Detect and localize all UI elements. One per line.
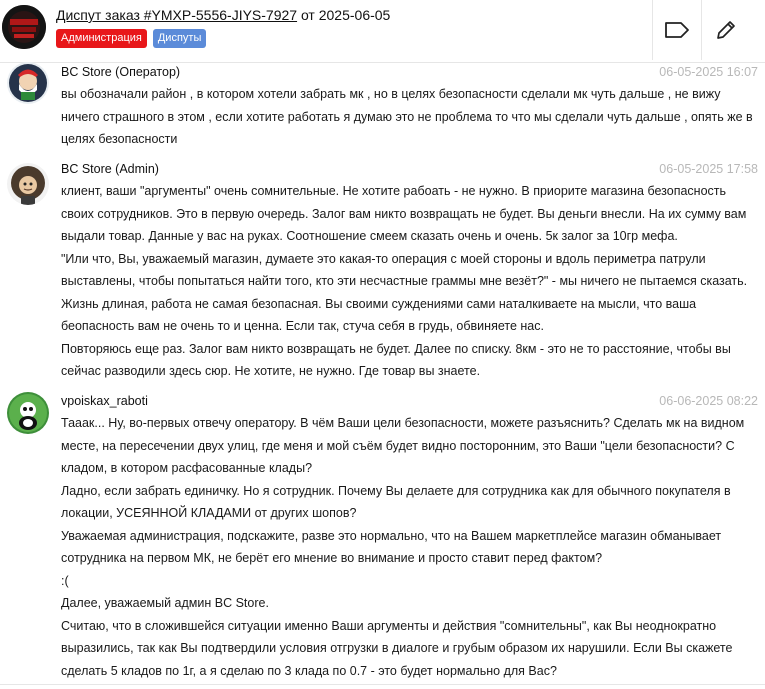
message-line: ничего страшного в этом , если хотите работать я думаю это не проблема то что мы сделали чуть дальше , опять же в — [61, 109, 753, 124]
message-author: BC Store (Admin) — [61, 162, 159, 176]
message-line: Тааак... Ну, во-первых отвечу оператору. В чём Ваши цели безопасности, можете разъяснить? Сделать мк на видном — [61, 416, 745, 430]
message-line: сейчас разводили здесь сюр. Не хотите, не нужно. Где товар вы знаете. — [61, 364, 481, 378]
message-line: Ладно, если забрать единичку. Но я сотрудник. Почему Вы делаете для сотрудника как для обычного покупателя в — [61, 483, 731, 498]
tag-administration: Администрация — [56, 29, 147, 48]
dispute-header — [0, 0, 765, 63]
label-button[interactable] — [652, 0, 701, 60]
message-text — [61, 83, 761, 151]
message-line: выразились, так как Вы подтвердили условия отгрузки в диалоге и грубым образом их нарушили. Если Вы скажете — [61, 641, 733, 655]
tag-disputes: Диспуты — [153, 29, 207, 48]
message-author: vpoiskax_raboti — [61, 394, 148, 408]
pencil-icon — [714, 18, 738, 42]
order-link[interactable]: Диспут заказ #YMXP-5556-JIYS-7927 — [56, 7, 298, 23]
tag-icon — [664, 20, 690, 40]
avatar — [7, 163, 49, 205]
message-text — [61, 180, 761, 383]
message-line: выдали товар. Данные у вас на руках. Соотношение смеем сказать очень и очень. 5к залог за 10гр мефа. — [61, 229, 678, 243]
message-author: BC Store (Оператор) — [61, 65, 181, 79]
message-line: Уважаемая администрация, подскажите, разве это нормально, что на Вашем маркетплейсе магазин обманывает — [61, 528, 722, 543]
message-line: клиент, ваши "аргументы" очень сомнительные. Не хотите рабоать - не нужно. В приорите магазина безопасность — [61, 184, 727, 198]
user-avatar-icon — [7, 392, 49, 434]
avatar — [7, 62, 49, 104]
operator-avatar-icon — [7, 62, 49, 104]
avatar — [7, 392, 49, 434]
admin-avatar-icon — [7, 163, 49, 205]
message-line: Далее, уважаемый админ BC Store. — [61, 596, 269, 610]
message-timestamp: 06-06-2025 08:22 — [659, 394, 758, 408]
message-line: своих сотрудников. Это в первую очередь. Залог вам никто возвращать не будет. Вы деньги внесли. На их сумму вам — [61, 206, 747, 221]
message-line: вы обозначали район , в котором хотели забрать мк , но в целях безопасности сделали мк чуть дальше , не вижу — [61, 87, 721, 101]
message-line: сотрудника на первом МК, не берёт его мнение во внимание и просто ставит перед фактом? — [61, 551, 603, 565]
message-line: выставлены, чтобы попытаться найти того, кто эти несчастные граммы мне везёт?" - мы ничего не пытаемся сказать. — [61, 274, 748, 288]
message-line: целях безопасности — [61, 132, 178, 146]
edit-button[interactable] — [701, 0, 750, 60]
message-line: :( — [61, 573, 69, 588]
message-timestamp: 06-05-2025 17:58 — [659, 162, 758, 176]
message-line: локации, УСЕЯННОЙ КЛАДАМИ от других шопов? — [61, 506, 357, 520]
order-date: от 2025-06-05 — [297, 7, 391, 23]
message-line: Считаю, что в сложившейся ситуации именно Ваши аргументы и действия "сомнительны", как Вы неоднократно — [61, 618, 717, 633]
message-line: Повторяюсь еще раз. Залог вам никто возвращать не будет. Далее по списку. 8км - это не то расстояние, чтобы вы — [61, 341, 731, 356]
message-line: сделать 5 кладов по 1г, а я сделаю по 3 клада по 0.7 - это будет нормально для Вас? — [61, 663, 557, 678]
message-line: кладом, в котором расфасованные клады? — [61, 461, 313, 475]
message-line: Жизнь длиная, работа не самая безопасная. Вы своими суждениями сами наталкиваете на мысли, что ваша — [61, 296, 697, 311]
divider — [0, 684, 765, 685]
message-timestamp: 06-05-2025 16:07 — [659, 65, 758, 79]
shop-logo-icon — [2, 5, 46, 49]
message-line: месте, на пересечении двух улиц, где меня и мой съём будет видно посторонним, это Ваши "цели безопасности? С — [61, 438, 735, 453]
page-title — [56, 7, 390, 23]
message-line: беопасность вам не очень то и ценна. Если так, стуча себя в грудь, обвиняете нас. — [61, 319, 544, 333]
shop-avatar[interactable] — [2, 5, 46, 49]
message-text — [61, 412, 761, 682]
tag-list — [56, 29, 206, 48]
message-line: "Или что, Вы, уважаемый магазин, думаете это какая-то операция с моей стороны и вдоль периметра патрули — [61, 251, 706, 266]
